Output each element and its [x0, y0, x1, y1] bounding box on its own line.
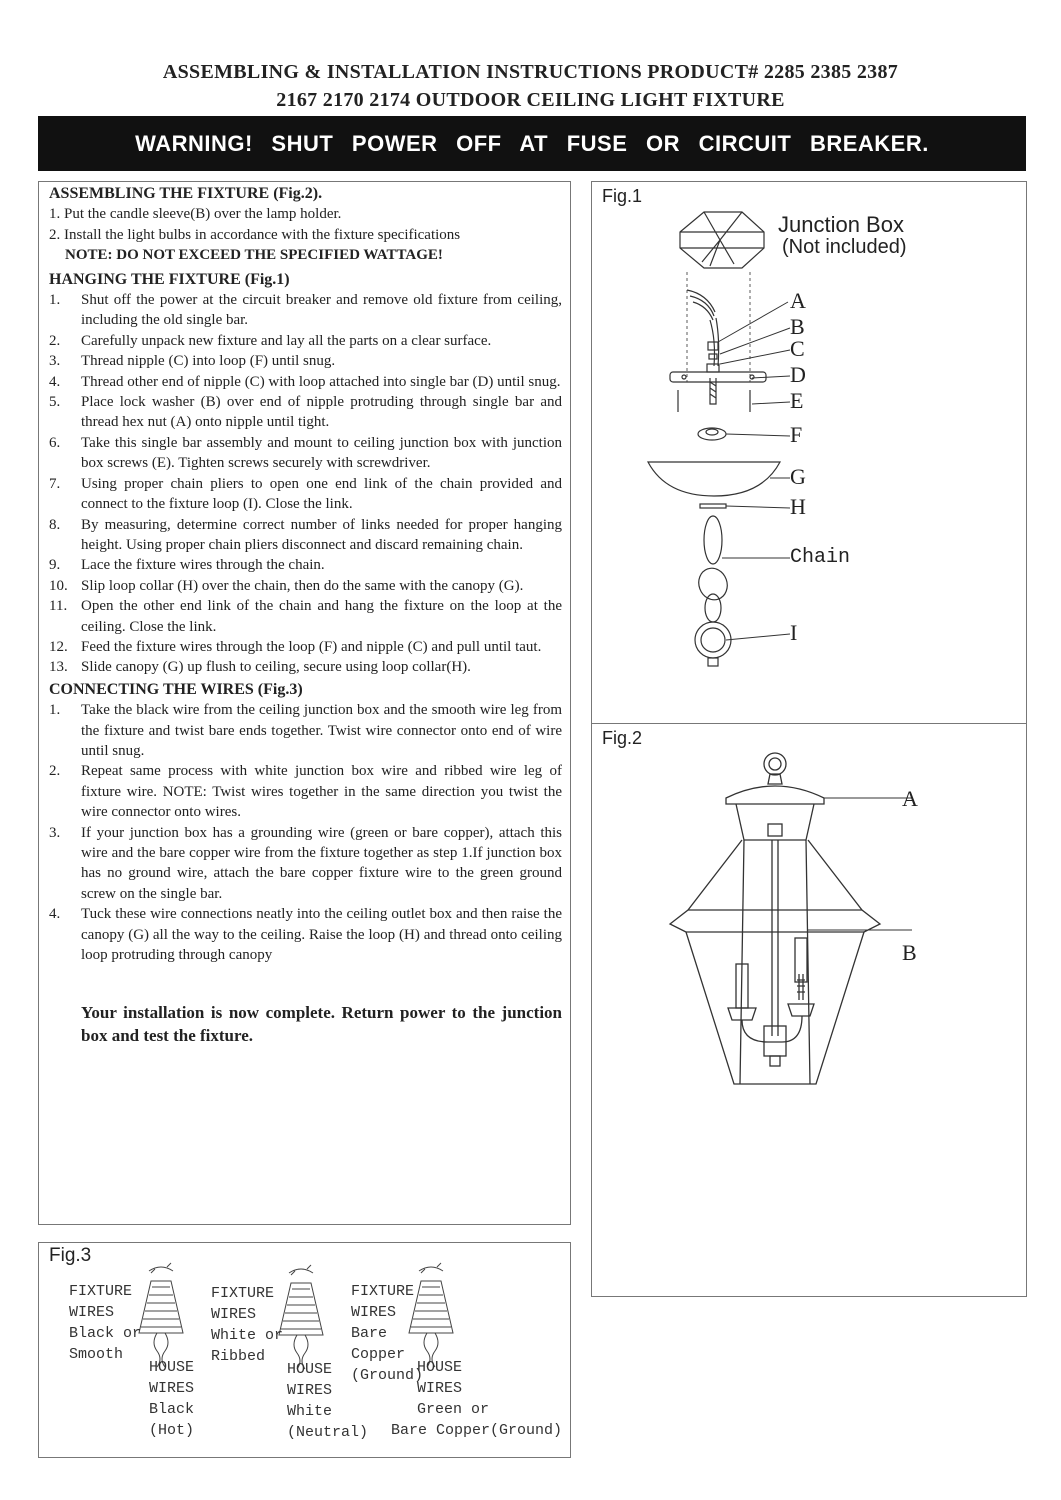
part-label-a: A: [790, 288, 806, 313]
hanging-heading: HANGING THE FIXTURE (Fig.1): [49, 270, 290, 288]
single-bar-icon: [670, 372, 766, 382]
hanging-step: [49, 433, 562, 474]
step-text: If your junction box has a grounding wire (green or bare copper), attach this wire and the bare copper wire from the fixture together as step 1.If junction box has no ground wire, attach the bare copper fixture wire to the green ground screw on the single bar.: [81, 824, 562, 902]
loop-icon: [698, 428, 726, 440]
assembling-heading: ASSEMBLING THE FIXTURE (Fig.2).: [49, 185, 323, 202]
figures-panel: [591, 181, 1027, 1297]
part-label-g: G: [790, 464, 806, 489]
fig3-label: Fig.3: [49, 1245, 92, 1266]
hanging-step: [49, 474, 562, 515]
connecting-step: [49, 823, 562, 905]
fixture-wires-ground: FIXTURE WIRES Bare Copper (Ground): [351, 1283, 424, 1384]
fig1-label: Fig.1: [602, 186, 643, 206]
step-text: Repeat same process with white junction box wire and ribbed wire leg of fixture wire. NOTE: Twist wires together in the same direction you twist the wire connector onto wires.: [81, 763, 562, 821]
canopy-icon: [648, 462, 780, 496]
hanging-step: [49, 555, 562, 575]
part-label-i: I: [790, 620, 798, 645]
step-number: 11.: [49, 598, 68, 615]
screw-icon: [678, 390, 750, 412]
hanging-steps: [49, 290, 562, 678]
hanging-step: [49, 515, 562, 556]
step-number: 4.: [49, 373, 61, 390]
assembling-step: 1. Put the candle sleeve(B) over the lamp holder.: [49, 206, 342, 223]
hanging-step: [49, 657, 562, 677]
title-line-1: ASSEMBLING & INSTALLATION INSTRUCTIONS PRODUCT# 2285 2385 2387: [162, 61, 899, 83]
step-text: Feed the fixture wires through the loop (F) and nipple (C) and pull until taut.: [81, 638, 542, 655]
nipple-icon: [707, 342, 719, 404]
warning-banner: WARNING! SHUT POWER OFF AT FUSE OR CIRCUIT BREAKER.: [38, 116, 1026, 171]
step-number: 8.: [49, 516, 61, 533]
wire-bundle-icon: [687, 290, 719, 366]
hanging-step: [49, 392, 562, 433]
fig3-panel: [38, 1242, 571, 1458]
fig2-part-label-b: B: [902, 940, 917, 965]
connecting-step: [49, 761, 562, 822]
fixture-wires-white: FIXTURE WIRES White or Ribbed: [211, 1285, 284, 1365]
house-wires-ground-head: HOUSE WIRES Green or: [417, 1359, 490, 1418]
step-number: 13.: [49, 659, 68, 676]
hanging-step: [49, 331, 562, 351]
house-wires-ground-tail: Bare Copper(Ground): [391, 1422, 563, 1439]
loop-collar-icon: [700, 504, 726, 508]
part-label-d: D: [790, 362, 806, 387]
assembling-step: 2. Install the light bulbs in accordance with the fixture specifications: [49, 226, 461, 243]
step-number: 4.: [49, 906, 61, 923]
step-text: Lace the fixture wires through the chain.: [81, 557, 325, 574]
step-number: 3.: [49, 353, 61, 370]
step-text: Open the other end link of the chain and hang the fixture on the loop at the ceiling. Close the link.: [81, 598, 562, 635]
fixture-loop-icon: [695, 622, 731, 666]
house-wires-white: HOUSE WIRES White (Neutral): [287, 1361, 369, 1441]
connecting-step: [49, 700, 562, 761]
step-text: Slip loop collar (H) over the chain, then do the same with the canopy (G).: [81, 577, 524, 594]
part-label-f: F: [790, 422, 803, 447]
step-number: 5.: [49, 394, 61, 411]
chain-icon: [694, 516, 731, 622]
hanging-step: [49, 290, 562, 331]
step-text: Using proper chain pliers to open one end link of the chain provided and connect to the fixture loop (I). Close the link.: [81, 475, 562, 513]
step-number: 7.: [49, 475, 61, 492]
fig2-part-label-a: A: [902, 786, 918, 811]
step-text: Thread other end of nipple (C) with loop attached into single bar (D) until snug.: [81, 373, 561, 390]
step-text: By measuring, determine correct number of links needed for proper hanging height. Using proper chain pliers disconnect and discard remaining chain.: [81, 516, 562, 553]
step-number: 1.: [49, 702, 61, 719]
step-text: Carefully unpack new fixture and lay all the parts on a clear surface.: [81, 332, 492, 349]
title-line-2: 2167 2170 2174 OUTDOOR CEILING LIGHT FIXTURE: [276, 89, 785, 111]
step-number: 1.: [49, 292, 61, 309]
fig1-diagram: [592, 182, 1026, 722]
step-text: Tuck these wire connections neatly into the ceiling outlet box and then raise the canopy (G) all the way to the ceiling. Raise the loop (H) and thread onto ceiling loop protruding through canopy: [81, 906, 562, 964]
step-number: 3.: [49, 824, 61, 841]
step-number: 10.: [49, 577, 68, 594]
step-number: 2.: [49, 763, 61, 780]
step-number: 12.: [49, 638, 68, 655]
lantern-icon: [670, 753, 880, 1084]
step-text: Slide canopy (G) up flush to ceiling, secure using loop collar(H).: [81, 659, 471, 676]
step-text: Take the black wire from the ceiling junction box and the smooth wire leg from the fixture and twist bare ends together. Twist wire connector onto end of wire until snug.: [81, 702, 562, 759]
step-text: Shut off the power at the circuit breaker and remove old fixture from ceiling, including the old single bar.: [81, 292, 562, 329]
step-text: Thread nipple (C) into loop (F) until snug.: [81, 353, 336, 370]
connecting-step: [49, 904, 562, 965]
junction-box-subtitle: (Not included): [782, 236, 907, 258]
hanging-step: [49, 596, 562, 637]
step-number: 9.: [49, 557, 61, 574]
completion-message: Your installation is now complete. Return power to the junction box and test the fixture.: [81, 1003, 562, 1046]
part-label-b: B: [790, 314, 805, 339]
part-label-chain: Chain: [790, 546, 851, 569]
part-label-h: H: [790, 494, 806, 519]
part-label-e: E: [790, 388, 804, 413]
hanging-step: [49, 351, 562, 371]
instructions-panel: [38, 181, 571, 1225]
fig2-diagram: [592, 724, 1026, 1296]
wire-connector-icon: [279, 1265, 323, 1369]
connecting-steps: [49, 700, 562, 965]
connecting-heading: CONNECTING THE WIRES (Fig.3): [49, 680, 303, 698]
hanging-step: [49, 576, 562, 596]
fixture-wires-black: FIXTURE WIRES Black or Smooth: [69, 1283, 142, 1363]
hanging-step: [49, 372, 562, 392]
step-number: 6.: [49, 434, 61, 451]
step-text: Place lock washer (B) over end of nipple protruding through single bar and thread hex nut (A) onto nipple until tight.: [81, 394, 562, 431]
wire-connector-icon: [139, 1263, 183, 1367]
hanging-step: [49, 637, 562, 657]
fig2-label: Fig.2: [602, 728, 643, 748]
part-label-c: C: [790, 336, 805, 361]
house-wires-black: HOUSE WIRES Black (Hot): [149, 1359, 195, 1439]
junction-box-title: Junction Box: [778, 212, 904, 237]
step-number: 2.: [49, 332, 61, 349]
step-text: Take this single bar assembly and mount to ceiling junction box with junction box screws (E). Tighten screws securely with screwdriver.: [81, 434, 562, 472]
wattage-note: NOTE: DO NOT EXCEED THE SPECIFIED WATTAGE!: [65, 247, 443, 264]
